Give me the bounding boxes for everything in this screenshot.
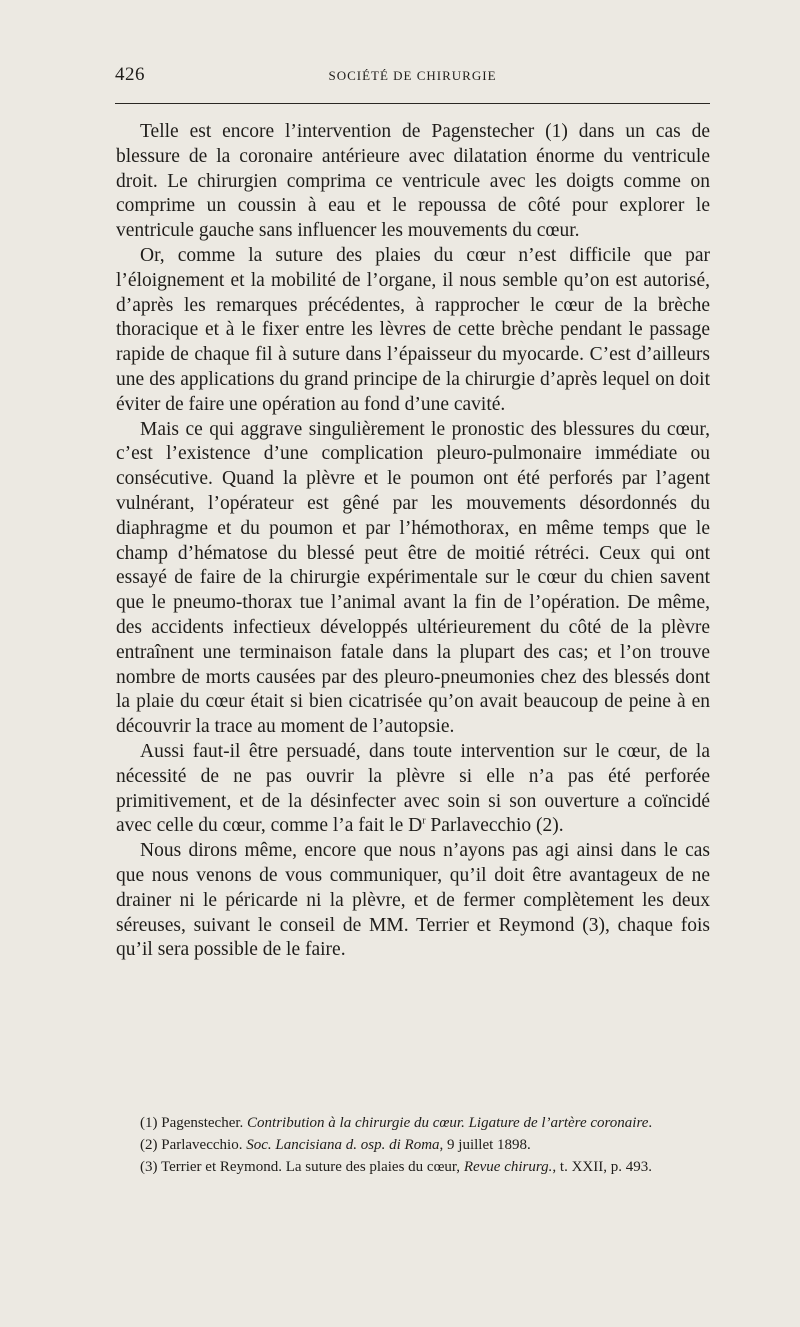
paragraph-2: Or, comme la suture des plaies du cœur n’est difficile que par l’éloignement et la mobilité de l’organe, il nous semble qu’on est autorisé, d’après les remarques précédentes, à rapprocher le cœur de la brèche thoracique et à le fixer entre les lèvres de cette brèche pendant le passage rapide de chaque fil à suture dans l’épaisseur du myocarde. C’est d’ailleurs une des applications du grand principe de la chirurgie d’après lequel on doit éviter de faire une opération au fond d’une cavité. [116,244,710,415]
footnote-3-journal: Revue chirurg. [463,1159,553,1175]
paragraph-4-text: Aussi faut-il être persuadé, dans toute intervention sur le cœur, de la nécessité de ne pas ouvrir la plèvre si elle n’a pas été perforée primitivement, et de la désinfecter avec soin si son ouverture a coïncidé avec celle du cœur, comme l’a fait le D [116,740,710,837]
doctor-abbrev-superscript: r [422,815,426,827]
footnote-3-end: , t. XXII, p. 493. [552,1159,652,1175]
paragraph-4-tail: Parlavecchio (2). [425,815,564,837]
paragraph-5: Nous dirons même, encore que nous n’ayons pas agi ainsi dans le cas que nous venons de vous communiquer, qu’il doit être avantageux de ne drainer ni le péricarde ni la plèvre, et de fermer complètement les deux séreuses, suivant le conseil de MM. Terrier et Reymond (3), chaque fois qu’il sera possible de le faire. [116,840,710,961]
footnote-2-author: (2) Parlavecchio. [140,1137,247,1153]
footnote-1-end: . [648,1115,653,1131]
footnote-2-title: Soc. Lancisiana d. osp. di Roma [246,1137,440,1153]
main-text [116,120,710,963]
header-rule [115,103,710,104]
footnote-2 [116,1134,710,1156]
paragraph-1: Telle est encore l’intervention de Pagenstecher (1) dans un cas de blessure de la coronaire antérieure avec dilatation énorme du ventricule droit. Le chirurgien comprima ce ventricule avec les doigts comme on comprime un coussin à eau et le repoussa de côté pour explorer le ventricule gauche sans influencer les mouvements du cœur. [116,121,710,242]
footnote-1 [116,1112,710,1134]
footnote-3 [116,1156,710,1178]
footnote-1-author: (1) Pagenstecher. [140,1115,248,1131]
running-title: SOCIÉTÉ DE CHIRURGIE [328,68,497,83]
page-header [115,64,710,94]
footnotes [116,1112,710,1178]
paragraph-4 [116,740,710,839]
footnote-1-title: Contribution à la chirurgie du cœur. Ligature de l’artère coronaire [247,1115,649,1131]
paragraph-3: Mais ce qui aggrave singulièrement le pronostic des blessures du cœur, c’est l’existence d’une complication pleuro-pulmonaire immédiate ou consécutive. Quand la plèvre et le poumon ont été perforés par l’agent vulnérant, l’opérateur est gêné par les mouvements désordonnés du diaphragme et du poumon et par l’hémothorax, en même temps que le champ d’hématose du blessé peut être de moitié rétréci. Ceux qui ont essayé de faire de la chirurgie expérimentale sur le cœur du chien savent que le pneumo-thorax tue l’animal avant la fin de l’opération. De même, des accidents infectieux développés ultérieurement du côté de la plèvre entraînent une terminaison fatale dans la plupart des cas; et l’on trouve nombre de morts causées par des pleuro-pneumonies chez des blessés dont la plaie du cœur était si bien cicatrisée qu’on avait beaucoup de peine à en découvrir la trace au moment de l’autopsie. [116,418,710,738]
footnote-2-end: , 9 juillet 1898. [439,1137,531,1153]
footnote-3-author: (3) Terrier et Reymond. La suture des plaies du cœur, [140,1159,464,1175]
page-number: 426 [115,64,145,85]
